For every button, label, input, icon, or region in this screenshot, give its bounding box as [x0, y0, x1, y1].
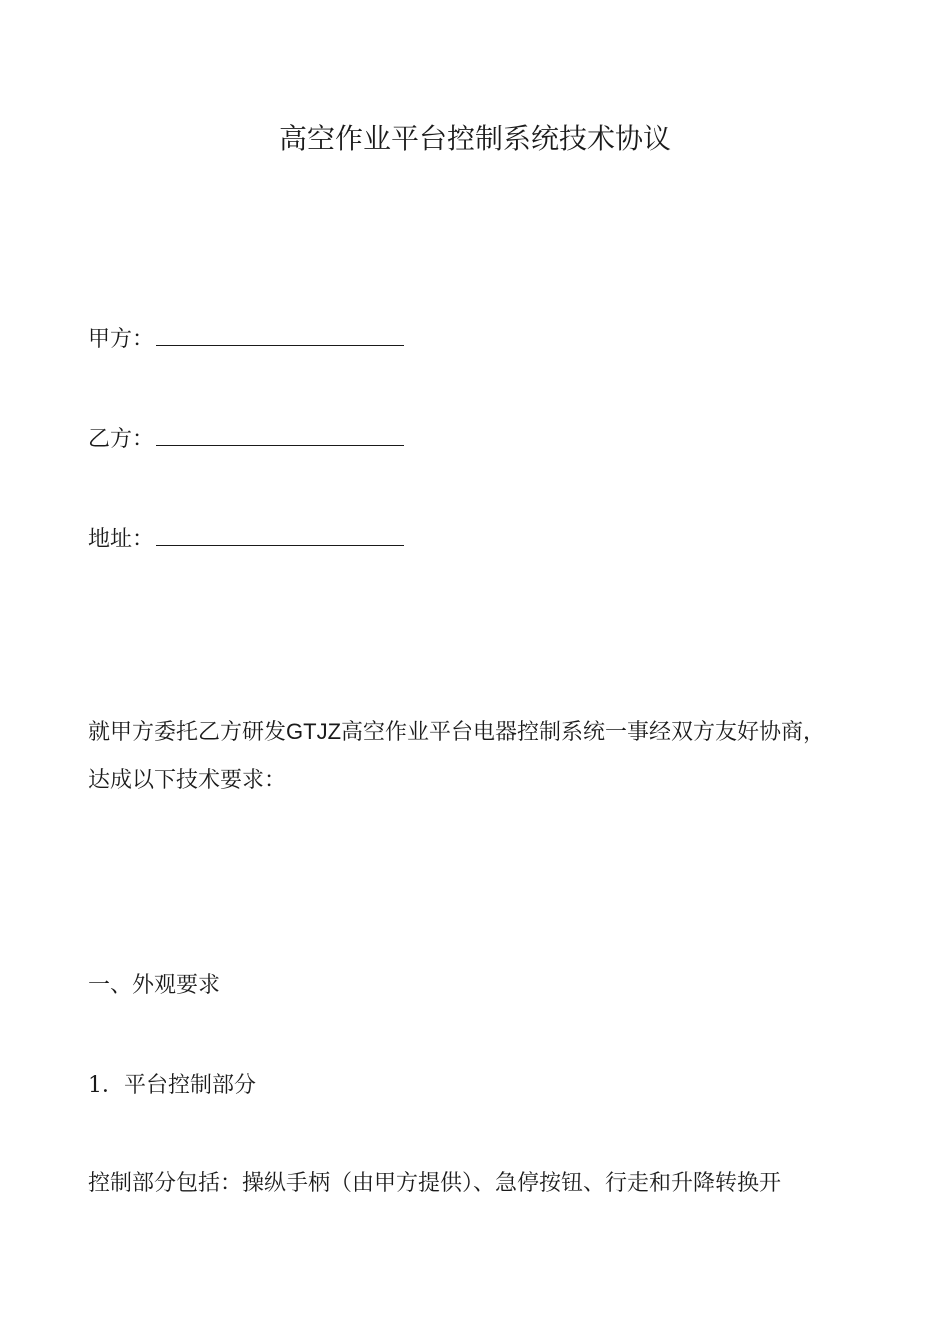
subsection-heading: 1．平台控制部分 — [88, 1073, 256, 1098]
party-a-field — [88, 322, 404, 353]
party-b-blank[interactable] — [156, 423, 404, 446]
subsection-body: 控制部分包括：操纵手柄（由甲方提供）、急停按钮、行走和升降转换开 — [88, 1171, 782, 1196]
document-title: 高空作业平台控制系统技术协议 — [278, 122, 671, 155]
section-heading: 一、外观要求 — [88, 973, 221, 998]
party-a-label: 甲方： — [88, 327, 155, 352]
party-b-field — [88, 422, 404, 453]
address-label: 地址： — [88, 527, 155, 552]
address-field — [88, 522, 404, 553]
intro-line-2: 达成以下技术要求： — [88, 768, 287, 793]
intro-text-post: 高空作业平台电器控制系统一事经双方友好协商， — [341, 720, 826, 745]
intro-line-1 — [88, 708, 898, 757]
party-b-label: 乙方： — [88, 427, 155, 452]
intro-text-pre: 就甲方委托乙方研发 — [88, 720, 287, 745]
intro-paragraph — [88, 708, 898, 805]
address-blank[interactable] — [156, 523, 404, 546]
intro-product-code: GTJZ — [286, 719, 342, 744]
party-a-blank[interactable] — [156, 323, 404, 346]
